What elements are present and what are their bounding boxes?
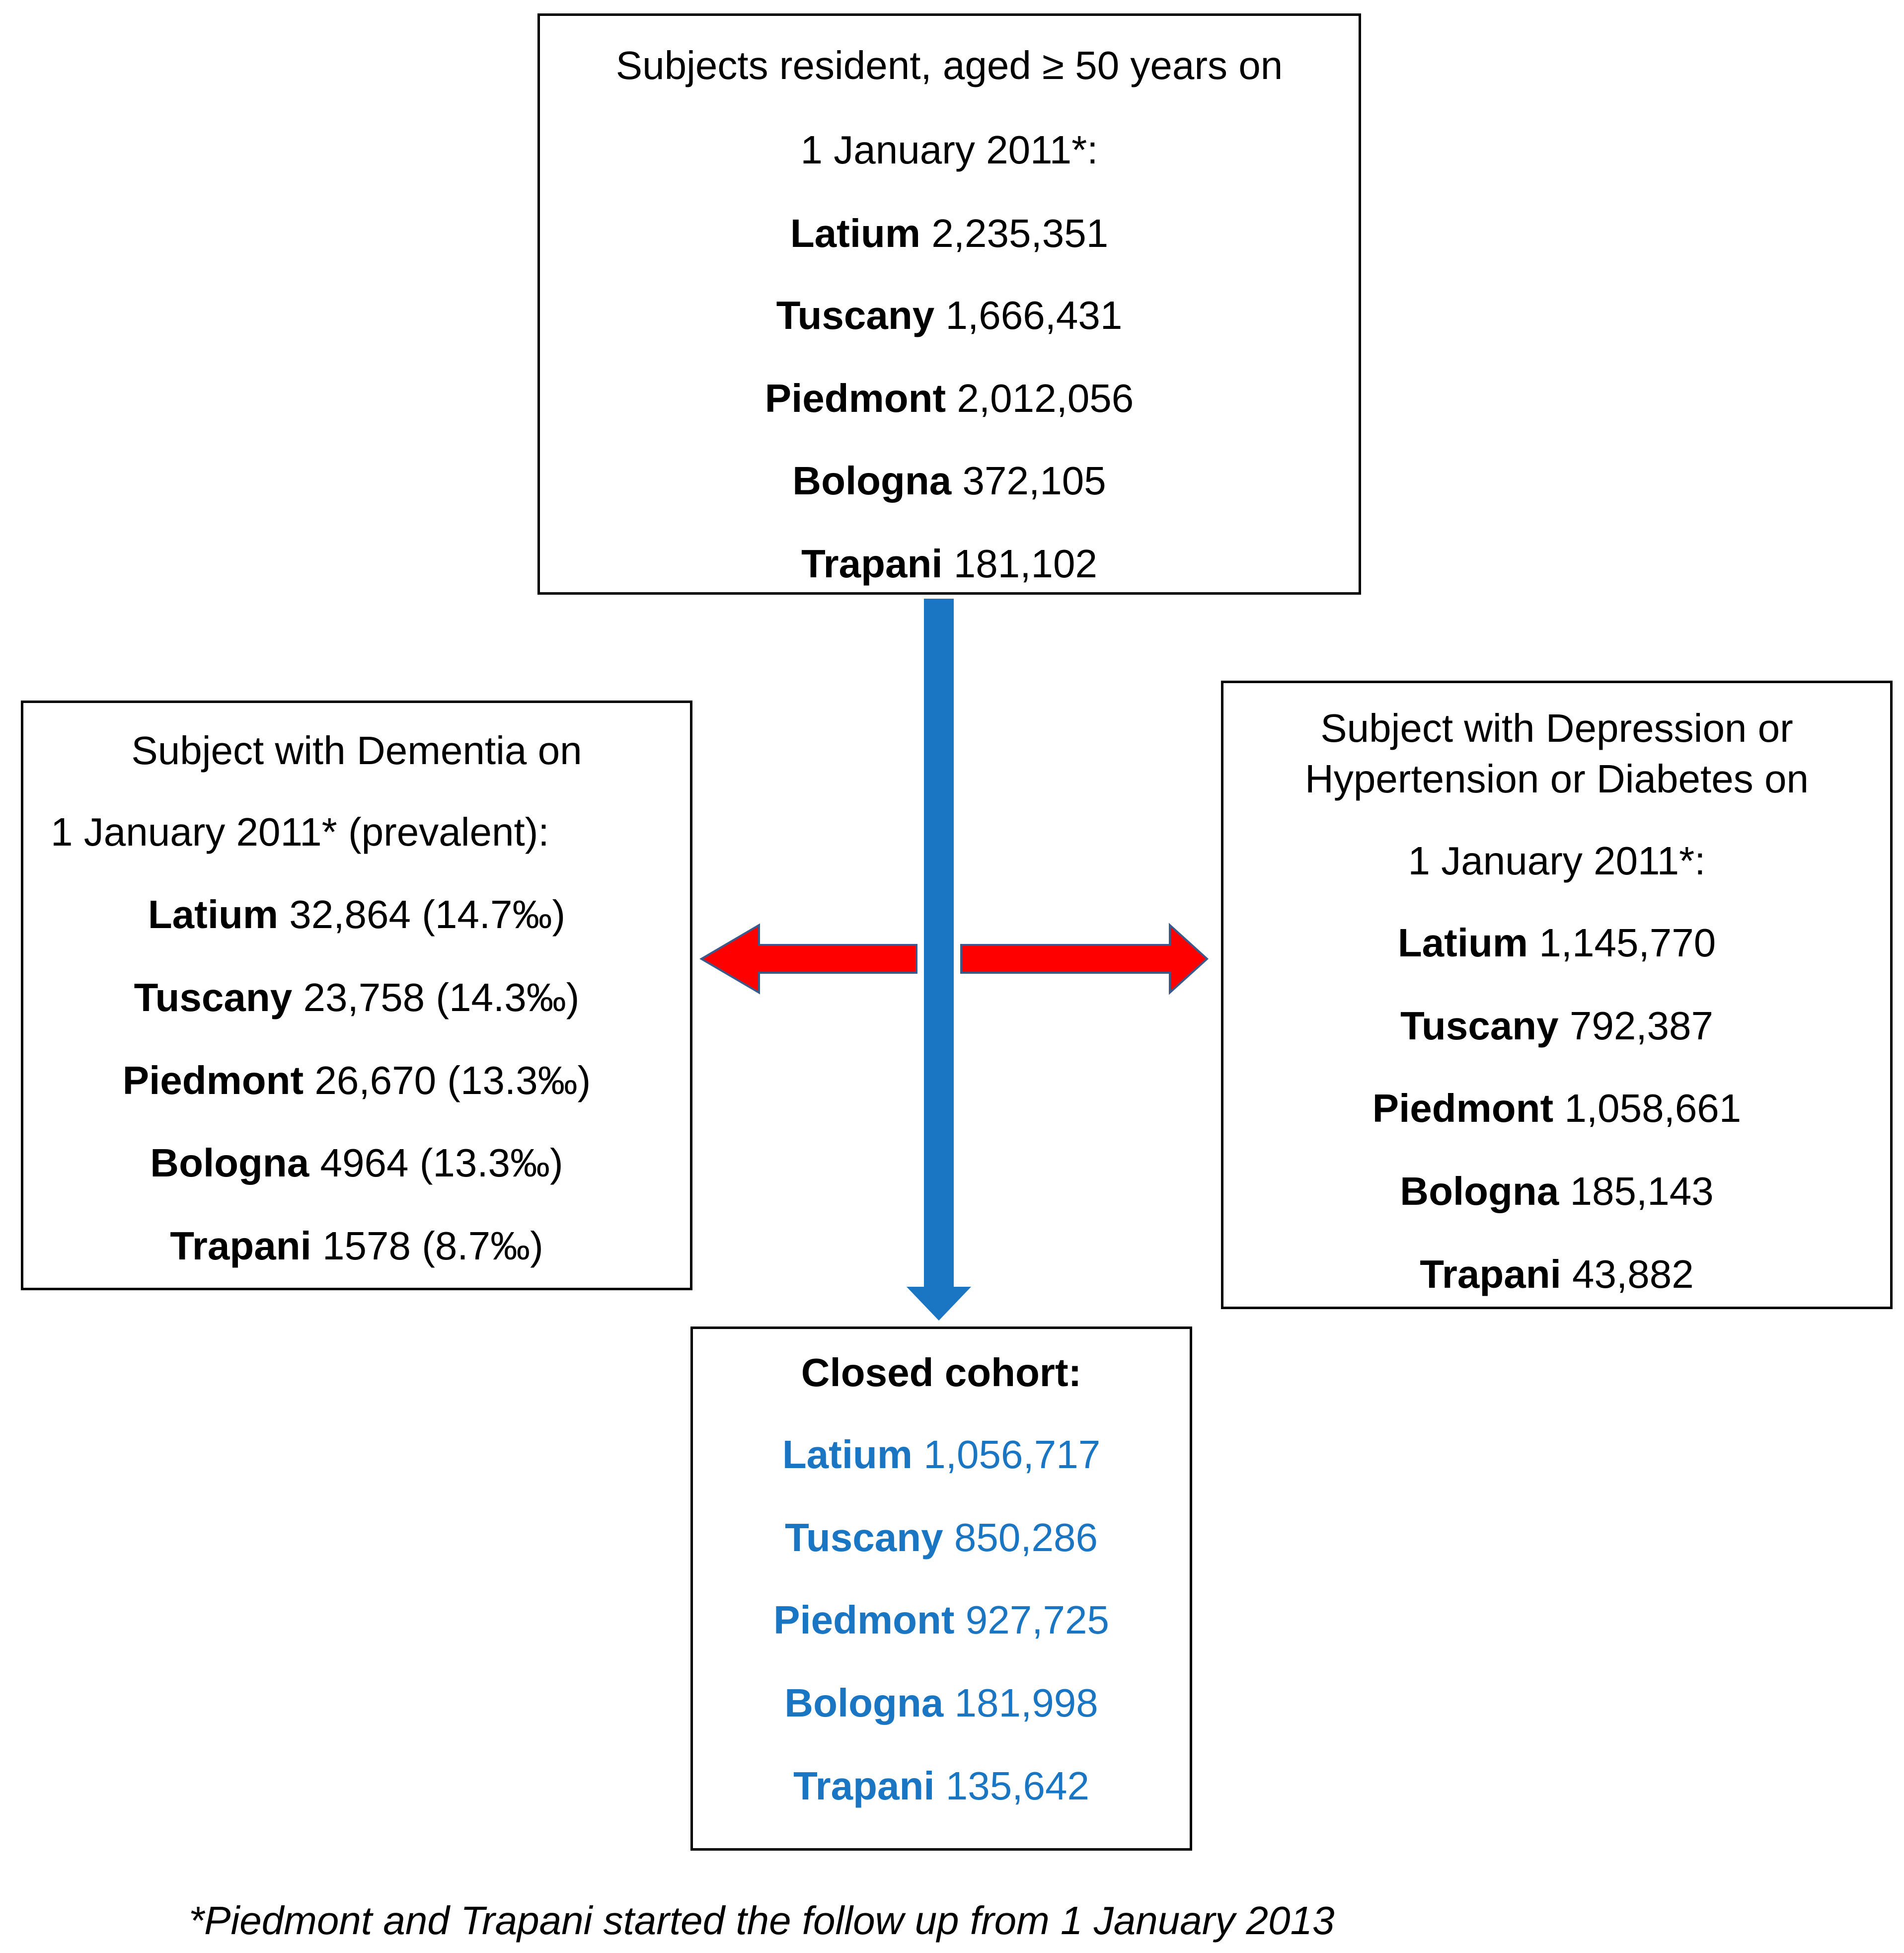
left-box-row [23, 1057, 690, 1104]
region-label: Tuscany [776, 293, 935, 337]
region-label: Bologna [784, 1681, 944, 1725]
left-box-row [23, 974, 690, 1021]
row-value: 26,670 (13.3‰) [314, 1058, 591, 1102]
row-value: 1,058,661 [1564, 1086, 1742, 1130]
bottom-box [690, 1327, 1192, 1851]
region-label: Trapani [793, 1764, 935, 1808]
row-value: 2,235,351 [931, 211, 1109, 255]
right-arrow [961, 925, 1207, 993]
region-label: Latium [782, 1432, 913, 1477]
region-label: Latium [1397, 921, 1528, 965]
bottom-box-row [693, 1431, 1190, 1479]
right-box-row [1223, 919, 1890, 967]
row-value: 927,725 [965, 1598, 1109, 1642]
region-label: Bologna [792, 459, 952, 503]
left-box-row [23, 1222, 690, 1270]
row-value: 1,056,717 [923, 1432, 1101, 1477]
left-box [21, 701, 692, 1290]
region-label: Tuscany [134, 975, 293, 1019]
region-label: Trapani [170, 1224, 311, 1268]
row-value: 181,998 [954, 1681, 1098, 1725]
row-value: 4964 (13.3‰) [320, 1141, 563, 1185]
row-value: 850,286 [954, 1515, 1098, 1560]
top-box-row [540, 292, 1359, 339]
top-box-title-line1: Subjects resident, aged ≥ 50 years on [615, 43, 1283, 87]
region-label: Bologna [150, 1141, 309, 1185]
right-box-title-line3: 1 January 2011*: [1408, 839, 1706, 883]
left-box-row [23, 891, 690, 938]
right-box-title-line1: Subject with Depression or [1320, 706, 1793, 750]
right-box-row [1223, 1250, 1890, 1298]
top-box [537, 13, 1361, 595]
top-box-row [540, 210, 1359, 257]
bottom-box-title: Closed cohort: [801, 1350, 1082, 1395]
row-value: 43,882 [1572, 1252, 1694, 1296]
left-box-title-line2: 1 January 2011* (prevalent): [51, 810, 549, 854]
row-value: 372,105 [962, 459, 1106, 503]
region-label: Piedmont [773, 1598, 955, 1642]
region-label: Tuscany [1400, 1004, 1559, 1048]
region-label: Piedmont [1372, 1086, 1554, 1130]
bottom-box-row [693, 1514, 1190, 1562]
top-box-row [540, 375, 1359, 422]
region-label: Latium [790, 211, 921, 255]
left-box-title-line1: Subject with Dementia on [131, 728, 582, 773]
top-box-row [540, 540, 1359, 588]
region-label: Piedmont [764, 376, 946, 420]
region-label: Trapani [1420, 1252, 1561, 1296]
region-label: Trapani [801, 542, 943, 586]
row-value: 23,758 (14.3‰) [303, 975, 580, 1019]
region-label: Bologna [1400, 1169, 1559, 1213]
row-value: 135,642 [945, 1764, 1089, 1808]
left-box-row [23, 1139, 690, 1187]
bottom-box-row [693, 1596, 1190, 1644]
row-value: 1578 (8.7‰) [322, 1224, 543, 1268]
row-value: 1,666,431 [945, 293, 1123, 337]
region-label: Tuscany [784, 1515, 943, 1560]
region-label: Piedmont [122, 1058, 304, 1102]
bottom-box-row [693, 1762, 1190, 1810]
bottom-box-row [693, 1679, 1190, 1727]
footnote: *Piedmont and Trapani started the follow up from 1 January 2013 [189, 1898, 1335, 1943]
left-arrow [701, 925, 916, 993]
row-value: 32,864 (14.7‰) [289, 892, 566, 937]
row-value: 792,387 [1569, 1004, 1714, 1048]
right-box-row [1223, 1085, 1890, 1132]
right-box-row [1223, 1168, 1890, 1215]
row-value: 185,143 [1570, 1169, 1714, 1213]
right-box-row [1223, 1002, 1890, 1050]
row-value: 1,145,770 [1539, 921, 1716, 965]
top-box-title-line2: 1 January 2011*: [800, 128, 1098, 172]
region-label: Latium [148, 892, 279, 937]
right-box-title-line2: Hypertension or Diabetes on [1305, 757, 1809, 801]
row-value: 2,012,056 [957, 376, 1134, 420]
right-box [1221, 681, 1893, 1309]
top-box-row [540, 457, 1359, 505]
row-value: 181,102 [953, 542, 1097, 586]
